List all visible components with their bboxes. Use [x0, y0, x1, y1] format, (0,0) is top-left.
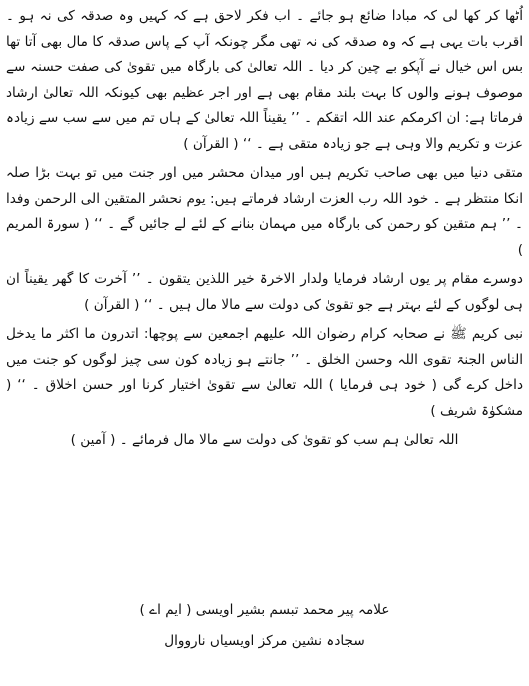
paragraph-akhirah: دوسرے مقام پر یوں ارشاد فرمایا ولدار الاخرۃ خیر اللذین یتقون ۔ ’’ آخرت کا گھر یقیناً ان ہی لوگوں کے لئے بہتر ہے جو تقویٰ کی دولت سے مالا مال ہیں ۔ ‘‘ ( القرآن ) — [6, 271, 523, 313]
author-name: علامہ پیر محمد تبسم بشیر اویسی ( ایم اے ) — [139, 602, 390, 618]
paragraph-hadith: نبی کریم ﷺ نے صحابہ کرام رضوان اللہ علیھم اجمعین سے پوچھا: اتدرون ما اکثر ما یدخل الناس الجنۃ تقوی اللہ وحسن الخلق ۔ ’’ جانتے ہو زیادہ کون سی چیز لوگوں کو جنت میں داخل کرے گی ( خود ہی فرمایا ) اللہ تعالیٰ سے تقویٰ اختیار کرنا اور حسن اخلاق ۔ ‘‘ ( مشکوٰۃ شریف ) — [6, 326, 523, 419]
paragraph-muttaqin-honour: متقی دنیا میں بھی صاحب تکریم ہیں اور میدان محشر میں اور جنت میں تو بہت بڑا صلہ انکا منتظر ہے ۔ خود اللہ رب العزت ارشاد فرماتے ہیں: یوم نحشر المتقین الی الرحمن وفدا ۔ ’’ ہم متقین کو رحمن کی بارگاہ میں مہمان بنانے کے لئے لے جائیں گے ۔ ‘‘ ( سورۃ المریم ) — [6, 165, 523, 258]
paragraph-taqwa-intro: اُٹھا کر کھا لی کہ مبادا ضائع ہو جائے ۔ اب فکر لاحق ہے کہ کہیں وہ صدقہ کی نہ ہو ۔ اقرب بات یہی ہے کہ وہ صدقہ کی نہ تھی مگر چونکہ آپ کے پاس صدقہ کا مال بھی آتا تھا بس اس خیال نے آپکو بے چین کر دیا ۔ اللہ تعالیٰ کی بارگاہ میں تقویٰ کی صفت حسنہ سے موصوف ہونے والوں کا بہت بلند مقام بھی ہے اور اجر عظیم بھی کیونکہ اللہ تعالیٰ ارشاد فرماتا ہے: ان اکرمکم عند اللہ اتقکم ۔ ’’ یقیناً اللہ تعالیٰ کے ہاں تم میں سے سب سے زیادہ عزت و تکریم والا وہی ہے جو زیادہ متقی ہے ۔ ‘‘ ( القرآن ) — [6, 8, 523, 152]
author-title: سجادہ نشین مرکز اویسیاں نارووال — [164, 633, 365, 649]
closing-prayer: اللہ تعالیٰ ہم سب کو تقویٰ کی دولت سے مالا مال فرمائے ۔ ( آمین ) — [70, 432, 459, 448]
